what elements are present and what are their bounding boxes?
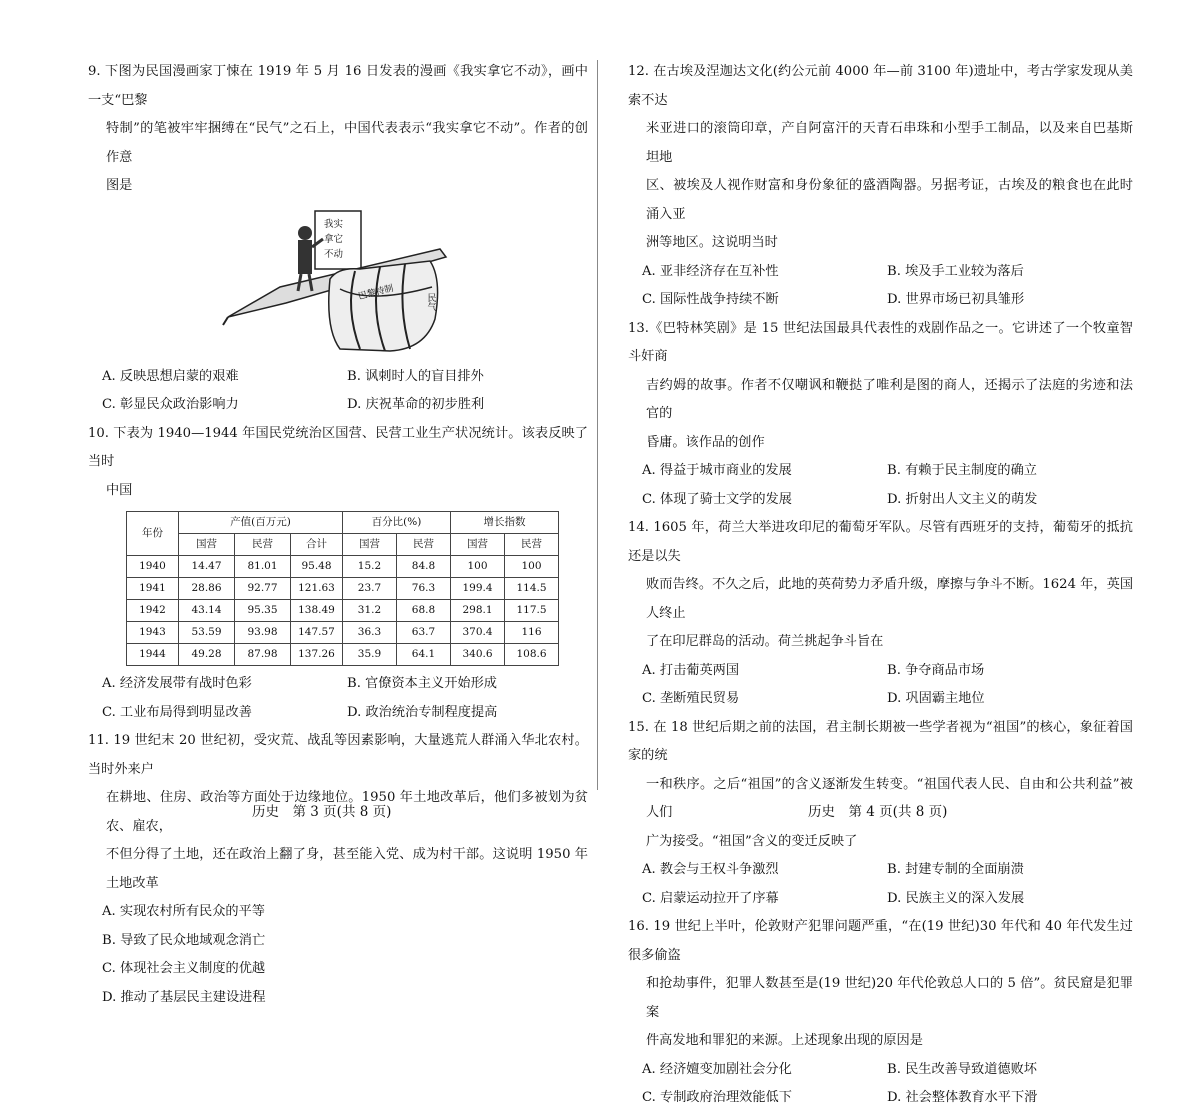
option-b[interactable]: B. 埃及手工业较为落后 (887, 263, 1024, 279)
table-cell: 23.7 (343, 578, 397, 600)
option-c[interactable]: C. 彰显民众政治影响力 (102, 397, 239, 412)
table-cell: 114.5 (505, 578, 559, 600)
option-b[interactable]: B. 官僚资本主义开始形成 (347, 676, 497, 691)
sub-header: 民营 (235, 534, 291, 556)
table-cell: 49.28 (179, 644, 235, 666)
option-b[interactable]: B. 讽刺时人的盲目排外 (347, 368, 484, 384)
table-subheader-row (127, 534, 559, 556)
option-d[interactable]: D. 社会整体教育水平下滑 (887, 1090, 1038, 1105)
stem-line: 件高发地和罪犯的来源。上述现象出现的原因是 (646, 1033, 923, 1048)
stem-line: 9. 下图为民国漫画家丁悚在 1919 年 5 月 16 日发表的漫画《我实拿它不动》，画中一支“巴黎 (88, 64, 588, 108)
option-a[interactable]: A. 经济嬗变加剧社会分化 (642, 1061, 792, 1077)
table-cell: 35.9 (343, 644, 397, 666)
stem-line: 洲等地区。这说明当时 (646, 235, 778, 250)
option-d[interactable]: D. 民族主义的深入发展 (887, 890, 1025, 906)
table-cell: 138.49 (291, 600, 343, 622)
column-divider (597, 60, 598, 790)
table-cell: 121.63 (291, 578, 343, 600)
stem-line: 一和秩序。之后“祖国”的含义逐渐发生转变。“祖国代表人民、自由和公共利益”被人们 (646, 776, 1133, 820)
stem-line: 昏庸。该作品的创作 (646, 434, 765, 450)
table-cell: 43.14 (179, 600, 235, 622)
table-header-row (127, 512, 559, 534)
stem-line: 败而告终。不久之后，此地的英荷势力矛盾升级，摩擦与争斗不断。1624 年，英国人终止 (646, 577, 1133, 621)
stem-line: 图是 (106, 178, 133, 193)
year-header: 年份 (127, 512, 179, 556)
table-cell: 92.77 (235, 578, 291, 600)
pen-label: 巴黎特制 (357, 283, 395, 302)
table-cell: 298.1 (451, 600, 505, 622)
group-header: 产值(百万元) (179, 512, 343, 534)
question-16-stem (628, 913, 1133, 1056)
cartoon-image (220, 209, 460, 359)
question-12-options (628, 258, 1133, 315)
option-c[interactable]: C. 垄断殖民贸易 (642, 691, 740, 706)
question-15-options (628, 856, 1133, 913)
option-c[interactable]: C. 启蒙运动拉开了序幕 (642, 890, 779, 906)
bubble-line: 我实 (324, 218, 344, 230)
bubble-line: 拿它 (324, 233, 344, 245)
question-10-stem (88, 420, 588, 506)
left-column (88, 58, 588, 1012)
stem-line: 米亚进口的滚筒印章，产自阿富汗的天青石串珠和小型手工制品，以及来自巴基斯坦地 (646, 121, 1133, 165)
option-c[interactable]: C. 专制政府治理效能低下 (642, 1090, 792, 1105)
option-b[interactable]: B. 有赖于民主制度的确立 (887, 463, 1037, 478)
page-footer-left: 历史 第 3 页(共 8 页) (252, 804, 392, 820)
sub-header: 国营 (179, 534, 235, 556)
stem-line: 广为接受。“祖国”含义的变迁反映了 (646, 833, 858, 849)
table-cell: 28.86 (179, 578, 235, 600)
stem-line: 10. 下表为 1940—1944 年国民党统治区国营、民营工业生产状况统计。该表反映了当时 (88, 425, 588, 469)
table-cell: 64.1 (397, 644, 451, 666)
table-cell: 87.98 (235, 644, 291, 666)
stem-line: 了在印尼群岛的活动。荷兰挑起争斗旨在 (646, 634, 884, 649)
stem-line: 特制”的笔被牢牢捆缚在“民气”之石上，中国代表表示“我实拿它不动”。作者的创作意 (106, 121, 588, 165)
question-16-options (628, 1056, 1133, 1113)
page-footer-right: 历史 第 4 页(共 8 页) (808, 804, 948, 820)
right-column (628, 58, 1133, 1113)
stem-line: 区、被埃及人视作财富和身份象征的盛酒陶器。另据考证，古埃及的粮食也在此时涌入亚 (646, 178, 1133, 222)
question-12-stem (628, 58, 1133, 258)
table-cell: 100 (451, 556, 505, 578)
stem-line: 和抢劫事件，犯罪人数甚至是(19 世纪)20 年代伦敦总人口的 5 倍”。贫民窟是犯罪案 (646, 976, 1133, 1020)
stem-line: 在耕地、住房、政治等方面处于边缘地位。1950 年土地改革后，他们多被划为贫农、雇农， (106, 790, 588, 834)
option-a[interactable]: A. 亚非经济存在互补性 (642, 263, 779, 279)
option-a[interactable]: A. 教会与王权斗争激烈 (642, 862, 779, 877)
stem-line: 16. 19 世纪上半叶，伦敦财产犯罪问题严重，“在(19 世纪)30 年代和 40 年代发生过很多偷盗 (628, 919, 1133, 963)
table-cell: 68.8 (397, 600, 451, 622)
stem-line: 14. 1605 年，荷兰大举进攻印尼的葡萄牙军队。尽管有西班牙的支持，葡萄牙的抵抗还是以失 (628, 520, 1133, 564)
table-cell: 1942 (127, 600, 179, 622)
option-d[interactable]: D. 庆祝革命的初步胜利 (347, 397, 485, 412)
table-cell: 1940 (127, 556, 179, 578)
question-13-options (628, 457, 1133, 514)
table-cell: 15.2 (343, 556, 397, 578)
option-a[interactable]: A. 经济发展带有战时色彩 (102, 676, 252, 691)
bubble-line: 不动 (324, 248, 344, 260)
table-cell: 137.26 (291, 644, 343, 666)
question-9-stem (88, 58, 588, 201)
question-14-stem (628, 514, 1133, 657)
option-a[interactable]: A. 得益于城市商业的发展 (642, 463, 792, 478)
option-a[interactable]: A. 实现农村所有民众的平等 (102, 904, 265, 919)
sub-header: 民营 (505, 534, 559, 556)
table-cell: 340.6 (451, 644, 505, 666)
option-b[interactable]: B. 导致了民众地域观念消亡 (102, 932, 266, 948)
question-9-options (88, 363, 588, 420)
table-cell: 117.5 (505, 600, 559, 622)
option-b[interactable]: B. 民生改善导致道德败坏 (887, 1061, 1037, 1077)
table-cell: 116 (505, 622, 559, 644)
sub-header: 合计 (291, 534, 343, 556)
table-cell: 53.59 (179, 622, 235, 644)
table-cell: 93.98 (235, 622, 291, 644)
table-cell: 1943 (127, 622, 179, 644)
table-cell: 1944 (127, 644, 179, 666)
option-a[interactable]: A. 反映思想启蒙的艰难 (102, 368, 239, 384)
table-cell: 14.47 (179, 556, 235, 578)
question-14-options (628, 657, 1133, 714)
option-c[interactable]: C. 体现社会主义制度的优越 (102, 961, 266, 976)
stem-line: 中国 (106, 482, 133, 498)
table-row (127, 578, 559, 600)
table-cell: 81.01 (235, 556, 291, 578)
sub-header: 国营 (343, 534, 397, 556)
option-a[interactable]: A. 打击葡英两国 (642, 662, 740, 678)
stone-label: 民气 (425, 292, 436, 311)
option-d[interactable]: D. 折射出人文主义的萌发 (887, 491, 1038, 507)
option-b[interactable]: B. 封建专制的全面崩溃 (887, 862, 1024, 877)
table-cell: 370.4 (451, 622, 505, 644)
stem-line: 13.《巴特林笑剧》是 15 世纪法国最具代表性的戏剧作品之一。它讲述了一个牧童智斗奸商 (628, 320, 1133, 364)
stem-line: 吉约姆的故事。作者不仅嘲讽和鞭挞了唯利是图的商人，还揭示了法庭的劣迹和法官的 (646, 377, 1133, 421)
stem-line: 11. 19 世纪末 20 世纪初，受灾荒、战乱等因素影响，大量逃荒人群涌入华北农村。当时外来户 (88, 733, 588, 777)
table-cell: 199.4 (451, 578, 505, 600)
question-10-options (88, 670, 588, 727)
table-cell: 36.3 (343, 622, 397, 644)
option-c[interactable]: C. 工业布局得到明显改善 (102, 704, 252, 720)
speech-bubble-text (324, 217, 343, 262)
table-cell: 31.2 (343, 600, 397, 622)
option-d[interactable]: D. 世界市场已初具雏形 (887, 292, 1025, 307)
question-13-stem (628, 315, 1133, 458)
option-d[interactable]: D. 巩固霸主地位 (887, 691, 985, 706)
stem-line: 不但分得了土地，还在政治上翻了身，甚至能入党、成为村干部。这说明 1950 年土地改革 (106, 847, 588, 891)
group-header: 百分比(%) (343, 512, 451, 534)
table-cell: 76.3 (397, 578, 451, 600)
table-cell: 147.57 (291, 622, 343, 644)
option-c[interactable]: C. 国际性战争持续不断 (642, 292, 779, 307)
group-header: 增长指数 (451, 512, 559, 534)
sub-header: 民营 (397, 534, 451, 556)
stem-line: 12. 在古埃及涅迦达文化(约公元前 4000 年—前 3100 年)遗址中，考古学家发现从美索不达 (628, 64, 1133, 108)
table-cell: 63.7 (397, 622, 451, 644)
option-d[interactable]: D. 推动了基层民主建设进程 (102, 989, 266, 1005)
table-cell: 95.35 (235, 600, 291, 622)
table-cell: 84.8 (397, 556, 451, 578)
option-c[interactable]: C. 体现了骑士文学的发展 (642, 491, 792, 507)
stem-line: 15. 在 18 世纪后期之前的法国，君主制长期被一些学者视为“祖国”的核心，象征着国家的统 (628, 719, 1133, 763)
question-11-options (88, 898, 588, 1012)
question-15-stem (628, 714, 1133, 857)
table-cell: 108.6 (505, 644, 559, 666)
table-row (127, 556, 559, 578)
sub-header: 国营 (451, 534, 505, 556)
table-row (127, 600, 559, 622)
option-b[interactable]: B. 争夺商品市场 (887, 662, 985, 678)
production-table (126, 511, 559, 666)
table-cell: 1941 (127, 578, 179, 600)
table-cell: 100 (505, 556, 559, 578)
option-d[interactable]: D. 政治统治专制程度提高 (347, 704, 498, 720)
table-cell: 95.48 (291, 556, 343, 578)
table-row (127, 644, 559, 666)
table-row (127, 622, 559, 644)
